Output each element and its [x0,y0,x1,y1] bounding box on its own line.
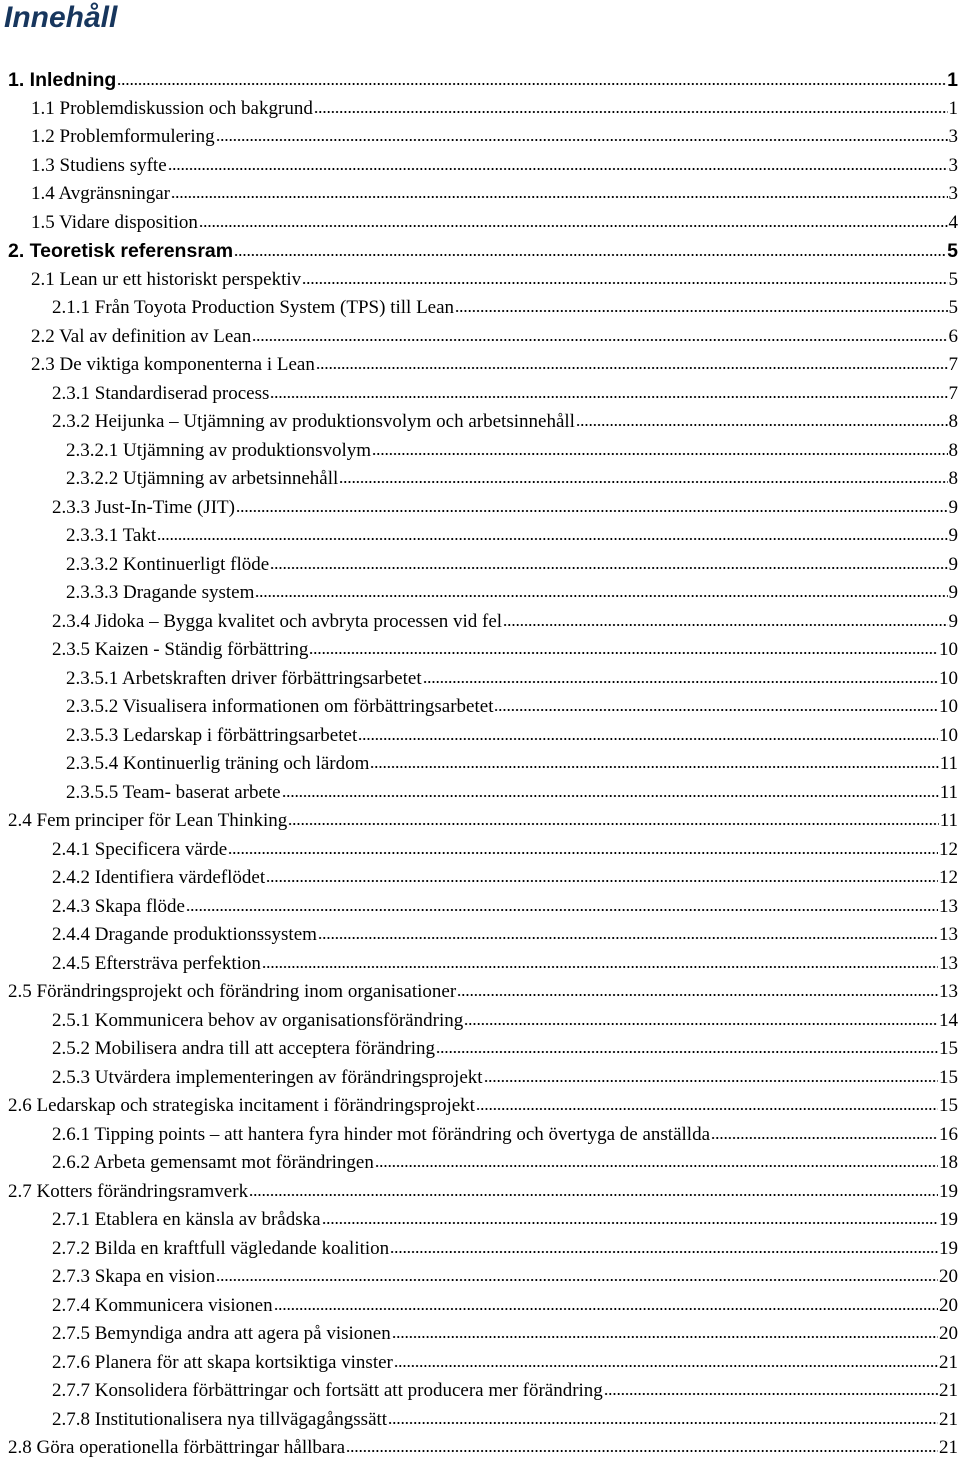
dot-leader [322,1222,938,1224]
dot-leader [216,139,948,141]
toc-entry-title: 1.2 Problemformulering [31,126,215,147]
dot-leader [157,538,947,540]
toc-entry-title: 2.1 Lean ur ett historiskt perspektiv [31,268,302,290]
toc-entry-title: 2.6.1 Tipping points – att hantera fyra hinder mot förändring och övertyga de anställda [52,1123,710,1145]
dot-leader [314,111,948,113]
dot-leader [494,709,938,711]
toc-entry-title: 2.3.3.2 Kontinuerligt flöde [66,553,270,575]
toc-entry-page: 21 [939,1351,958,1373]
toc-entry-page: 12 [939,867,958,888]
dot-leader [228,852,938,854]
toc-entry[interactable] [0,1064,960,1093]
toc-entry-title: 2.7.7 Konsolidera förbättringar och fortsätt att producera mer förändring [52,1380,603,1401]
toc-entry-title: 2.6 Ledarskap och strategiska incitament i förändringsprojekt [8,1095,475,1116]
toc-entry-page: 5 [948,268,958,290]
toc-entry[interactable] [0,323,960,352]
toc-entry-title: 2.7.3 Skapa en vision [52,1266,216,1287]
dot-leader [392,1336,938,1338]
toc-entry-page: 5 [947,240,958,262]
toc-entry[interactable] [0,1206,960,1235]
toc-entry[interactable] [0,1292,960,1321]
toc-entry[interactable] [0,608,960,637]
toc-entry-page: 1 [948,97,958,119]
toc-entry-title: 2.7.6 Planera för att skapa kortsiktiga vinster [52,1351,393,1373]
toc-entry-page: 8 [948,439,958,461]
toc-entry-page: 13 [939,924,958,945]
toc-entry[interactable] [0,779,960,808]
dot-leader [455,310,947,312]
toc-entry[interactable] [0,807,960,836]
toc-entry-page: 4 [948,211,958,233]
toc-entry-page: 6 [948,325,958,347]
toc-entry-page: 10 [939,696,958,717]
toc-entry[interactable] [0,722,960,751]
dot-leader [346,1450,938,1452]
toc-entry-page: 10 [939,667,958,689]
toc-entry-title: 2.3.1 Standardiserad process [52,382,270,404]
toc-entry-title: 2.7.1 Etablera en känsla av brådska [52,1209,321,1230]
dot-leader [388,1422,938,1424]
toc-entry-title: 2.4.4 Dragande produktionssystem [52,924,317,945]
toc-entry[interactable] [0,551,960,580]
toc-entry-title: 2.3.3 Just-In-Time (JIT) [52,496,235,518]
toc-entry[interactable] [0,921,960,950]
toc-entry-page: 21 [939,1437,958,1458]
dot-leader [394,1365,938,1367]
toc-entry-page: 9 [948,525,958,546]
dot-leader [358,738,938,740]
toc-entry-title: 2.3.3.1 Takt [66,525,157,546]
dot-leader [266,880,938,882]
dot-leader [309,652,938,654]
toc-entry[interactable] [0,1178,960,1207]
dot-leader [339,481,947,483]
toc-entry[interactable] [0,266,960,295]
toc-entry-title: 2.7.8 Institutionalisera nya tillvägagångssätt [52,1408,388,1430]
toc-entry[interactable] [0,1121,960,1150]
toc-entry[interactable] [0,1149,960,1178]
toc-entry[interactable] [0,750,960,779]
toc-entry-title: 2.3.5.4 Kontinuerlig träning och lärdom [66,753,370,774]
toc-entry-page: 12 [939,838,958,860]
dot-leader [249,1194,938,1196]
toc-entry[interactable] [0,1235,960,1264]
toc-entry-title: 2.3.5.3 Ledarskap i förbättringsarbetet [66,724,358,746]
toc-entry-page: 8 [948,468,958,489]
toc-entry-page: 1 [947,69,958,91]
toc-entry-page: 5 [948,297,958,318]
dot-leader [270,396,947,398]
toc-entry-title: 2.3 De viktiga komponenterna i Lean [31,354,315,375]
toc-entry[interactable] [0,380,960,409]
toc-entry-page: 11 [939,810,958,831]
toc-entry-title: 2.5 Förändringsprojekt och förändring inom organisationer [8,981,457,1002]
dot-leader [464,1023,938,1025]
dot-leader [252,339,947,341]
toc-entry-title: 2.5.2 Mobilisera andra till att acceptera förändring [52,1038,436,1059]
toc-entry[interactable] [0,1263,960,1292]
toc-entry-title: 1.5 Vidare disposition [31,211,198,233]
toc-entry-page: 7 [948,382,958,404]
toc-entry[interactable] [0,66,960,95]
dot-leader [236,510,948,512]
toc-entry-title: 2.4.5 Eftersträva perfektion [52,952,261,974]
toc-entry[interactable] [0,693,960,722]
dot-leader [476,1108,938,1110]
toc-entry[interactable] [0,1092,960,1121]
toc-entry[interactable] [0,237,960,266]
toc-entry-title: 1. Inledning [8,69,117,91]
toc-entry[interactable] [0,579,960,608]
toc-entry-page: 16 [939,1123,958,1145]
toc-entry-title: 2.4.1 Specificera värde [52,838,228,860]
toc-entry-page: 13 [939,895,958,917]
toc-entry[interactable] [0,152,960,181]
toc-entry-page: 19 [939,1180,958,1202]
toc-entry-title: 2.5.1 Kommunicera behov av organisationsförändring [52,1009,464,1031]
toc-entry-page: 10 [939,724,958,746]
toc-entry-page: 20 [939,1323,958,1344]
dot-leader [604,1393,938,1395]
toc-entry-title: 1.1 Problemdiskussion och bakgrund [31,97,313,119]
dot-leader [270,567,947,569]
toc-entry-page: 14 [939,1009,958,1031]
toc-entry[interactable] [0,864,960,893]
toc-entry-page: 8 [948,411,958,432]
toc-entry-title: 2.3.2 Heijunka – Utjämning av produktionsvolym och arbetsinnehåll [52,411,575,432]
toc-entry-title: 2.7.4 Kommunicera visionen [52,1294,273,1316]
dot-leader [288,823,938,825]
toc-entry-page: 11 [939,753,958,774]
dot-leader [171,196,948,198]
dot-leader [282,795,939,797]
toc-entry-page: 9 [948,610,958,632]
toc-entry-title: 2.4.2 Identifiera värdeflödet [52,867,266,888]
toc-entry[interactable] [0,893,960,922]
toc-entry-page: 15 [939,1066,958,1088]
toc-entry-page: 21 [939,1380,958,1401]
dot-leader [117,83,946,85]
dot-leader [423,681,938,683]
dot-leader [375,1165,938,1167]
toc-entry-page: 3 [948,183,958,204]
toc-entry[interactable] [0,1035,960,1064]
toc-entry-title: 2.3.2.2 Utjämning av arbetsinnehåll [66,468,339,489]
toc-entry-title: 2.6.2 Arbeta gemensamt mot förändringen [52,1152,374,1173]
toc-entry[interactable] [0,95,960,124]
toc-entry[interactable] [0,665,960,694]
toc-heading: Innehåll [4,1,118,34]
toc-entry-title: 2.3.5 Kaizen - Ständig förbättring [52,639,309,660]
dot-leader [168,168,948,170]
dot-leader [484,1080,938,1082]
toc-entry-title: 2.5.3 Utvärdera implementeringen av förändringsprojekt [52,1066,483,1088]
toc-entry[interactable] [0,351,960,380]
toc-entry[interactable] [0,636,960,665]
toc-entry-page: 7 [948,354,958,375]
toc-entry-title: 2.3.5.5 Team- baserat arbete [66,781,281,803]
toc-entry-title: 2.2 Val av definition av Lean [31,325,252,347]
toc-entry[interactable] [0,123,960,152]
toc-entry[interactable] [0,408,960,437]
toc-entry[interactable] [0,209,960,238]
toc-entry-page: 9 [948,553,958,575]
dot-leader [234,254,946,256]
toc-entry[interactable] [0,180,960,209]
toc-entry-page: 15 [939,1095,958,1116]
toc-entry-title: 2.7 Kotters förändringsramverk [8,1180,249,1202]
toc-entry-page: 11 [939,781,958,803]
toc-entry[interactable] [0,1377,960,1406]
dot-leader [274,1308,938,1310]
toc-entry-title: 2.8 Göra operationella förbättringar hållbara [8,1437,346,1458]
toc-entry[interactable] [0,1434,960,1463]
toc-entry-title: 1.4 Avgränsningar [31,183,170,204]
toc-entry-page: 20 [939,1294,958,1316]
dot-leader [302,282,947,284]
toc-entry-title: 2.4 Fem principer för Lean Thinking [8,810,288,831]
toc-entry-page: 20 [939,1266,958,1287]
toc-entry-page: 19 [939,1209,958,1230]
toc-entry-page: 10 [939,639,958,660]
dot-leader [436,1051,938,1053]
toc-entry-page: 3 [948,126,958,147]
toc-entry[interactable] [0,437,960,466]
toc-entry-title: 2.4.3 Skapa flöde [52,895,185,917]
dot-leader [390,1251,938,1253]
toc-entry[interactable] [0,294,960,323]
toc-entry-title: 2.3.5.1 Arbetskraften driver förbättringsarbetet [66,667,422,689]
toc-entry-title: 2.3.2.1 Utjämning av produktionsvolym [66,439,372,461]
dot-leader [370,766,938,768]
toc-entry-title: 2.3.5.2 Visualisera informationen om förbättringsarbetet [66,696,494,717]
toc-entry[interactable] [0,465,960,494]
toc-entry[interactable] [0,1349,960,1378]
toc-entry-title: 2.3.4 Jidoka – Bygga kvalitet och avbryta processen vid fel [52,610,503,632]
toc-entry[interactable] [0,836,960,865]
toc-entry-page: 13 [939,952,958,974]
toc-entry-title: 2.7.2 Bilda en kraftfull vägledande koalition [52,1237,390,1259]
toc-entry-title: 2.3.3.3 Dragande system [66,582,255,603]
dot-leader [318,937,938,939]
toc-entry-page: 21 [939,1408,958,1430]
dot-leader [262,966,938,968]
dot-leader [216,1279,938,1281]
dot-leader [372,453,947,455]
toc-entry-page: 13 [939,981,958,1002]
toc-entry[interactable] [0,1406,960,1435]
dot-leader [711,1137,938,1139]
toc-entry[interactable] [0,1007,960,1036]
toc-entry-page: 3 [948,154,958,176]
toc-entry-page: 18 [939,1152,958,1173]
toc-entry-page: 9 [948,496,958,518]
dot-leader [199,225,948,227]
toc-entry[interactable] [0,950,960,979]
toc-entry[interactable] [0,522,960,551]
toc-entry-title: 2. Teoretisk referensram [8,240,234,262]
dot-leader [457,994,938,996]
dot-leader [576,424,948,426]
table-of-contents [0,66,960,1463]
dot-leader [186,909,938,911]
toc-entry-page: 19 [939,1237,958,1259]
dot-leader [316,367,948,369]
toc-entry[interactable] [0,494,960,523]
dot-leader [255,595,947,597]
toc-entry[interactable] [0,1320,960,1349]
toc-entry-title: 2.1.1 Från Toyota Production System (TPS) till Lean [52,297,455,318]
toc-entry-page: 9 [948,582,958,603]
toc-entry-title: 2.7.5 Bemyndiga andra att agera på visionen [52,1323,391,1344]
toc-entry-title: 1.3 Studiens syfte [31,154,167,176]
toc-entry-page: 15 [939,1038,958,1059]
toc-entry[interactable] [0,978,960,1007]
dot-leader [503,624,947,626]
